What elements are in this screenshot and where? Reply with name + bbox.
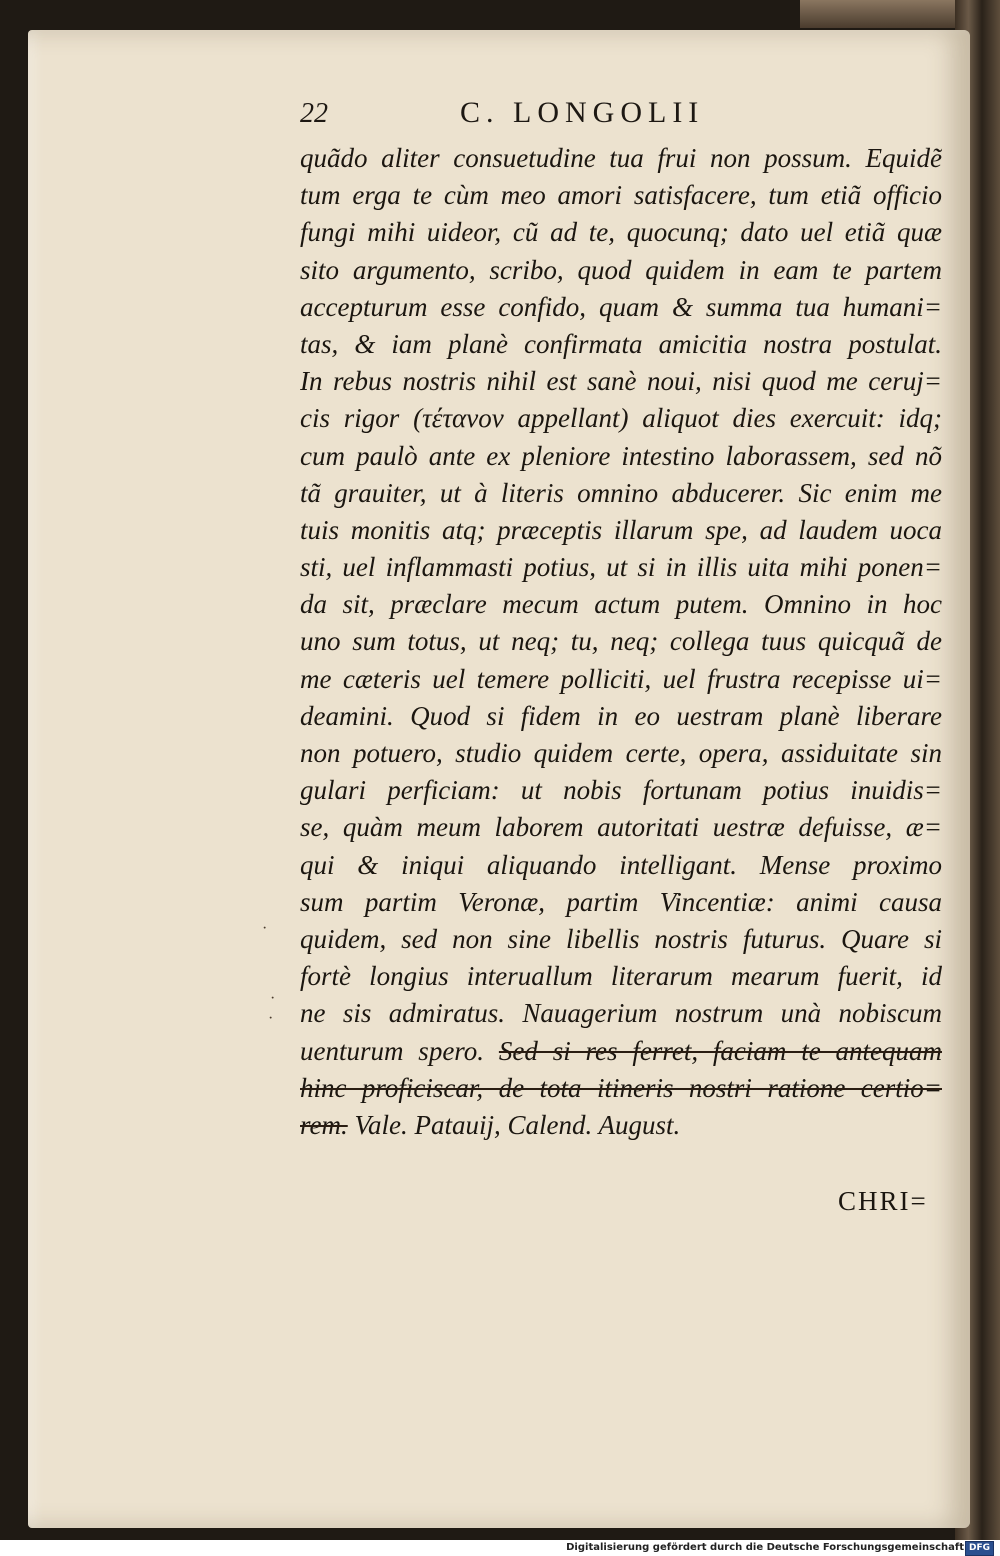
text-span: uenturum spero. [300,1035,499,1066]
margin-mark: · [270,990,276,1007]
text-span: Vale. Patauij, Calend. August. [347,1109,681,1140]
text-line: sti, uel inflammasti potius, ut si in illis uita mihi ponen= [300,552,942,583]
text-line: fortè longius interuallum literarum mearum fuerit, id [300,961,942,992]
text-line: gulari perficiam: ut nobis fortunam potius inuidis= [300,775,942,806]
text-line: ne sis admiratus. Nauagerium nostrum unà nobiscum [300,998,942,1029]
running-head [300,96,940,130]
text-line: fungi mihi uideor, cũ ad te, quocunq; dato uel etiã quæ [300,217,942,248]
text-line: tuis monitis atq; præceptis illarum spe, ad laudem uoca [300,514,942,545]
text-line: cum paulò ante ex pleniore intestino laborassem, sed nõ [300,440,942,471]
margin-mark: · [262,920,268,937]
text-block [300,140,942,1144]
text-line: cis rigor (τέτανον appellant) aliquot dies exercuit: idq; [300,403,942,434]
text-line: uno sum totus, ut neq; tu, neq; collega tuus quicquã de [300,626,942,657]
text-line [300,1033,942,1070]
text-line: da sit, præclare mecum actum putem. Omnino in hoc [300,589,942,620]
text-line: non potuero, studio quidem certe, opera, assiduitate sin [300,738,942,768]
text-line: tas, & iam planè confirmata amicitia nostra postulat. [300,328,942,359]
margin-mark: · [268,1010,274,1027]
text-line: qui & iniqui aliquando intelligant. Mense proximo [300,849,942,880]
running-title: C. LONGOLII [460,96,705,129]
text-line: sito argumento, scribo, quod quidem in eam te partem [300,254,942,285]
text-line: quidem, sed non sine libellis nostris futurus. Quare si [300,923,942,954]
text-line: tum erga te cùm meo amori satisfacere, tum etiã officio [300,180,942,211]
struck-text: Sed si res ferret, faciam te antequam [498,1035,942,1066]
text-line: sum partim Veronæ, partim Vincentiæ: animi causa [300,886,942,917]
struck-text: hinc proficiscar, de tota itineris nostri ratione certio= [300,1072,942,1103]
text-line: In rebus nostris nihil est sanè noui, nisi quod me ceruj= [300,366,942,397]
dfg-logo-icon: DFG [965,1541,994,1556]
page-number: 22 [300,98,328,129]
text-line: quãdo aliter consuetudine tua frui non possum. Equidẽ [300,143,942,173]
text-line: se, quàm meum laborem autoritati uestræ defuisse, æ= [300,812,942,843]
text-line [300,1107,942,1144]
text-line: deamini. Quod si fidem in eo uestram planè liberare [300,700,942,731]
text-line [300,1070,942,1107]
text-line: me cæteris uel temere polliciti, uel frustra recepisse ui= [300,663,942,694]
struck-text: rem. [300,1109,348,1140]
catchword: CHRI= [838,1186,928,1216]
text-line: accepturum esse confido, quam & summa tua humani= [300,291,942,322]
footer-credit: Digitalisierung gefördert durch die Deutsche Forschungsgemeinschaft [566,1542,964,1553]
text-line: tã grauiter, ut à literis omnino abducerer. Sic enim me [300,477,942,508]
